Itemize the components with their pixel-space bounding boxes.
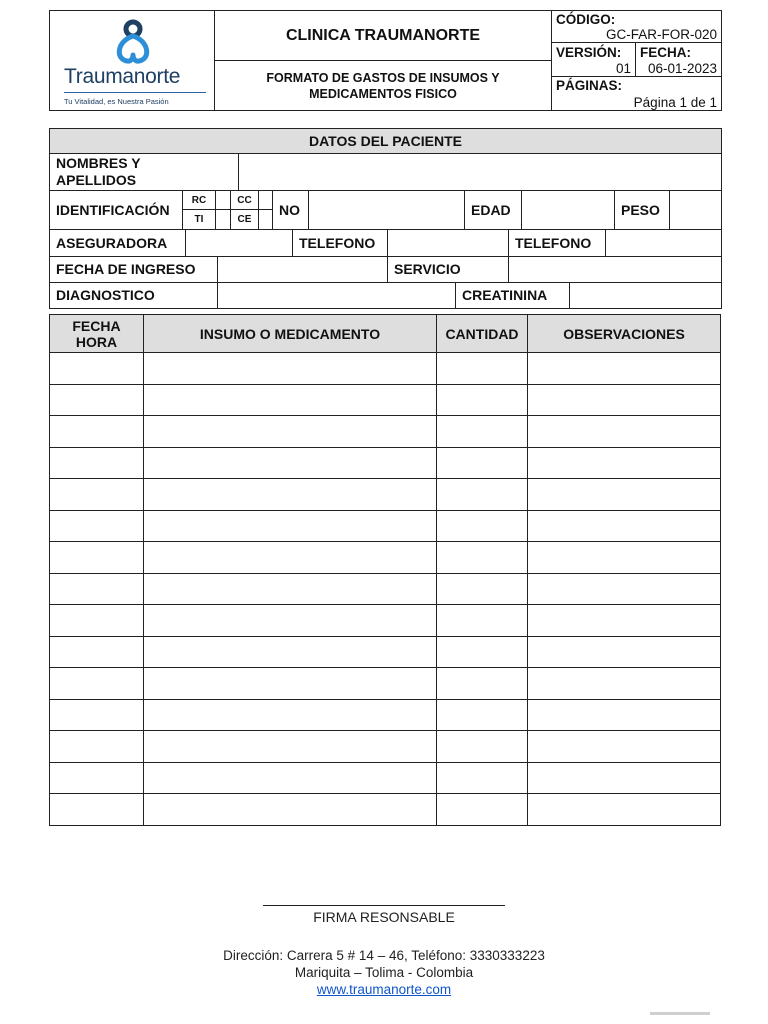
id-label: IDENTIFICACIÓN bbox=[50, 191, 183, 229]
item-cell[interactable] bbox=[144, 762, 437, 794]
quantity-cell[interactable] bbox=[437, 699, 528, 731]
service-field[interactable] bbox=[509, 257, 721, 282]
diagnosis-label: DIAGNOSTICO bbox=[50, 283, 218, 308]
table-row bbox=[50, 573, 721, 605]
admission-label: FECHA DE INGRESO bbox=[50, 257, 218, 282]
id-type-rc-box[interactable] bbox=[216, 191, 231, 210]
version-cell bbox=[551, 42, 636, 77]
item-cell[interactable] bbox=[144, 731, 437, 763]
date-time-cell[interactable] bbox=[50, 668, 144, 700]
date-label: FECHA: bbox=[640, 45, 691, 60]
pages-cell bbox=[551, 76, 722, 111]
date-time-cell[interactable] bbox=[50, 510, 144, 542]
creatinine-label: CREATININA bbox=[456, 283, 570, 308]
observations-cell[interactable] bbox=[528, 794, 721, 826]
observations-cell[interactable] bbox=[528, 636, 721, 668]
names-label: NOMBRES Y APELLIDOS bbox=[50, 154, 239, 190]
pages-value: Página 1 de 1 bbox=[633, 95, 717, 110]
age-label: EDAD bbox=[465, 191, 522, 229]
signature-label: FIRMA RESONSABLE bbox=[313, 909, 455, 925]
age-field[interactable] bbox=[522, 191, 615, 229]
table-row bbox=[50, 762, 721, 794]
diagnosis-row bbox=[49, 282, 722, 309]
service-label: SERVICIO bbox=[388, 257, 509, 282]
table-row bbox=[50, 353, 721, 385]
insurer-row bbox=[49, 229, 722, 257]
quantity-cell[interactable] bbox=[437, 762, 528, 794]
quantity-cell[interactable] bbox=[437, 384, 528, 416]
quantity-cell[interactable] bbox=[437, 353, 528, 385]
page-mark bbox=[650, 1012, 710, 1015]
observations-cell[interactable] bbox=[528, 762, 721, 794]
observations-cell[interactable] bbox=[528, 384, 721, 416]
weight-label: PESO bbox=[615, 191, 670, 229]
signature-line bbox=[263, 905, 505, 906]
names-row bbox=[49, 153, 722, 191]
id-number-label: NO bbox=[273, 191, 309, 229]
item-cell[interactable] bbox=[144, 384, 437, 416]
date-time-cell[interactable] bbox=[50, 762, 144, 794]
item-cell[interactable] bbox=[144, 416, 437, 448]
patient-data-section bbox=[49, 128, 722, 310]
observations-cell[interactable] bbox=[528, 416, 721, 448]
table-row bbox=[50, 479, 721, 511]
quantity-cell[interactable] bbox=[437, 668, 528, 700]
logo-underline bbox=[64, 92, 206, 93]
form-title: FORMATO DE GASTOS DE INSUMOS Y MEDICAMENTOS FISICO bbox=[214, 60, 552, 111]
item-cell[interactable] bbox=[144, 447, 437, 479]
id-type-cc-box[interactable] bbox=[259, 191, 273, 210]
item-cell[interactable] bbox=[144, 353, 437, 385]
item-cell[interactable] bbox=[144, 573, 437, 605]
table-row bbox=[50, 510, 721, 542]
footer-address: Dirección: Carrera 5 # 14 – 46, Teléfono: 3330333223 bbox=[223, 948, 545, 963]
quantity-cell[interactable] bbox=[437, 447, 528, 479]
code-value: GC-FAR-FOR-020 bbox=[605, 27, 717, 42]
id-type-ce-box[interactable] bbox=[259, 210, 273, 229]
date-time-cell[interactable] bbox=[50, 479, 144, 511]
table-row bbox=[50, 416, 721, 448]
quantity-cell[interactable] bbox=[437, 542, 528, 574]
id-type-ce: CE bbox=[231, 210, 259, 229]
date-value: 06-01-2023 bbox=[647, 61, 717, 76]
admission-field[interactable] bbox=[218, 257, 388, 282]
item-cell[interactable] bbox=[144, 605, 437, 637]
supply-grid bbox=[49, 314, 721, 826]
col-header-date-time: FECHA HORA bbox=[50, 315, 144, 353]
date-cell bbox=[635, 42, 722, 77]
id-type-ti-box[interactable] bbox=[216, 210, 231, 229]
table-row bbox=[50, 605, 721, 637]
table-row bbox=[50, 636, 721, 668]
version-label: VERSIÓN: bbox=[556, 45, 622, 60]
table-body bbox=[50, 353, 721, 826]
table-row bbox=[50, 384, 721, 416]
item-cell[interactable] bbox=[144, 668, 437, 700]
id-number-field[interactable] bbox=[309, 191, 465, 229]
section-title: DATOS DEL PACIENTE bbox=[49, 128, 722, 154]
quantity-cell[interactable] bbox=[437, 636, 528, 668]
clinic-name: CLINICA TRAUMANORTE bbox=[214, 10, 552, 61]
observations-cell[interactable] bbox=[528, 731, 721, 763]
item-cell[interactable] bbox=[144, 542, 437, 574]
names-field[interactable] bbox=[239, 154, 721, 190]
admission-row bbox=[49, 256, 722, 283]
item-cell[interactable] bbox=[144, 636, 437, 668]
footer-website-wrap bbox=[0, 982, 768, 997]
identification-row bbox=[49, 190, 722, 230]
quantity-cell[interactable] bbox=[437, 731, 528, 763]
date-time-cell[interactable] bbox=[50, 731, 144, 763]
creatinine-field[interactable] bbox=[570, 283, 721, 308]
date-time-cell[interactable] bbox=[50, 605, 144, 637]
col-header-item: INSUMO O MEDICAMENTO bbox=[144, 315, 437, 353]
observations-cell[interactable] bbox=[528, 573, 721, 605]
item-cell[interactable] bbox=[144, 510, 437, 542]
logo-cell bbox=[49, 10, 215, 111]
phone-label-2: TELEFONO bbox=[509, 230, 606, 256]
quantity-cell[interactable] bbox=[437, 794, 528, 826]
date-time-cell[interactable] bbox=[50, 699, 144, 731]
quantity-cell[interactable] bbox=[437, 605, 528, 637]
date-time-cell[interactable] bbox=[50, 794, 144, 826]
date-time-cell[interactable] bbox=[50, 416, 144, 448]
code-cell bbox=[551, 10, 722, 43]
version-value: 01 bbox=[615, 61, 631, 76]
observations-cell[interactable] bbox=[528, 353, 721, 385]
observations-cell[interactable] bbox=[528, 447, 721, 479]
observations-cell[interactable] bbox=[528, 479, 721, 511]
col-header-observations: OBSERVACIONES bbox=[528, 315, 721, 353]
logo-wordmark: Traumanorte bbox=[64, 65, 181, 88]
table-row bbox=[50, 699, 721, 731]
table-header-row bbox=[50, 315, 721, 353]
pages-label: PÁGINAS: bbox=[556, 78, 623, 93]
table-row bbox=[50, 668, 721, 700]
observations-cell[interactable] bbox=[528, 699, 721, 731]
quantity-cell[interactable] bbox=[437, 479, 528, 511]
logo-slogan: Tu Vitalidad, es Nuestra Pasión bbox=[64, 97, 169, 106]
observations-cell[interactable] bbox=[528, 668, 721, 700]
phone-field-1[interactable] bbox=[388, 230, 509, 256]
date-time-cell[interactable] bbox=[50, 573, 144, 605]
heart-knot-logo-icon bbox=[111, 19, 155, 65]
diagnosis-field[interactable] bbox=[218, 283, 456, 308]
date-time-cell[interactable] bbox=[50, 447, 144, 479]
item-cell[interactable] bbox=[144, 794, 437, 826]
phone-label-1: TELEFONO bbox=[293, 230, 388, 256]
table-row bbox=[50, 447, 721, 479]
quantity-cell[interactable] bbox=[437, 510, 528, 542]
id-type-ti: TI bbox=[183, 210, 216, 229]
table-row bbox=[50, 794, 721, 826]
observations-cell[interactable] bbox=[528, 510, 721, 542]
id-type-rc: RC bbox=[183, 191, 216, 210]
code-label: CÓDIGO: bbox=[556, 12, 616, 27]
id-type-cc: CC bbox=[231, 191, 259, 210]
phone-field-2[interactable] bbox=[606, 230, 721, 256]
date-time-cell[interactable] bbox=[50, 636, 144, 668]
supply-table bbox=[49, 314, 720, 826]
insurer-field[interactable] bbox=[186, 230, 293, 256]
item-cell[interactable] bbox=[144, 699, 437, 731]
id-type-grid bbox=[183, 191, 273, 229]
footer-location: Mariquita – Tolima - Colombia bbox=[294, 965, 474, 980]
observations-cell[interactable] bbox=[528, 542, 721, 574]
quantity-cell[interactable] bbox=[437, 573, 528, 605]
quantity-cell[interactable] bbox=[437, 416, 528, 448]
table-row bbox=[50, 542, 721, 574]
date-time-cell[interactable] bbox=[50, 353, 144, 385]
observations-cell[interactable] bbox=[528, 605, 721, 637]
date-time-cell[interactable] bbox=[50, 384, 144, 416]
col-header-quantity: CANTIDAD bbox=[437, 315, 528, 353]
insurer-label: ASEGURADORA bbox=[50, 230, 186, 256]
weight-field[interactable] bbox=[670, 191, 721, 229]
footer-website-link[interactable]: www.traumanorte.com bbox=[316, 982, 452, 997]
table-row bbox=[50, 731, 721, 763]
item-cell[interactable] bbox=[144, 479, 437, 511]
document-header bbox=[49, 10, 722, 111]
date-time-cell[interactable] bbox=[50, 542, 144, 574]
